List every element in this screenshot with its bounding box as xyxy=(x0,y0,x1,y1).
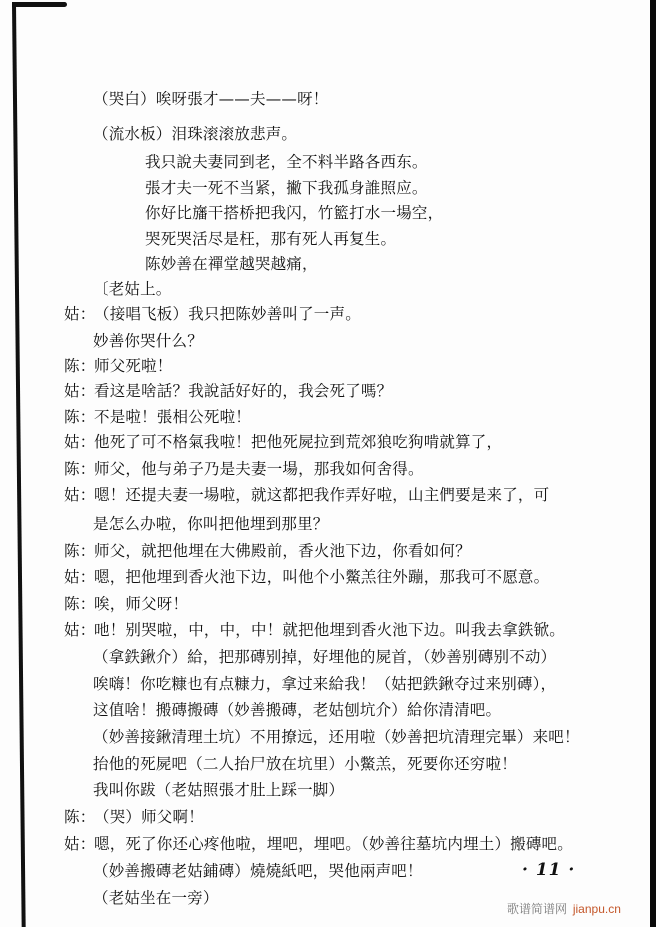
script-line xyxy=(93,780,344,800)
script-line xyxy=(93,727,580,747)
script-line xyxy=(145,152,428,172)
speaker-label: 姑： xyxy=(64,486,96,504)
script-line xyxy=(64,594,188,614)
line-text: （老姑坐在一旁） xyxy=(93,889,219,907)
line-text: 师父死啦！ xyxy=(94,357,173,375)
scan-border-left xyxy=(12,4,26,927)
line-text: （拿鉄鍬介）給，把那磚别掉，好埋他的屍首，（妙善别磚别不动） xyxy=(93,648,557,666)
speaker-label: 姑： xyxy=(64,433,96,451)
script-line xyxy=(145,229,396,249)
speaker-label: 姑： xyxy=(64,835,96,853)
script-line xyxy=(64,567,549,587)
line-text: 唉嗨！你吃糠也有点糠力，拿过来給我！（姑把鉄鍬夺过来别磚）， xyxy=(93,675,557,693)
line-text: 哭死哭活尽是枉，那有死人再复生。 xyxy=(145,230,397,248)
line-text: （妙善接鍬清理土坑）不用撩远，还用啦（妙善把坑清理完畢）来吧！ xyxy=(93,728,580,746)
script-line xyxy=(64,407,251,427)
script-line xyxy=(93,674,556,694)
watermark xyxy=(507,900,621,917)
line-text: 是怎么办啦，你叫把他埋到那里？ xyxy=(93,515,329,533)
script-line xyxy=(64,541,471,561)
line-text: 〔老姑上。 xyxy=(93,280,172,298)
speaker-label: 姑： xyxy=(64,305,96,323)
line-text: （哭）师父啊！ xyxy=(94,808,204,826)
script-line xyxy=(145,254,318,274)
line-text: 嗯！还提夫妻一場啦，就这都把我作弄好啦，山主們要是来了，可 xyxy=(94,486,550,504)
script-line xyxy=(64,381,392,401)
line-text: 我叫你跋（老姑照張才肚上踩一脚） xyxy=(93,781,345,799)
line-text: （哭白）唉呀張才——夫——呀！ xyxy=(93,90,329,108)
script-line xyxy=(93,514,329,534)
line-text: 我只說夫妻同到老，全不料半路各西东。 xyxy=(145,153,428,171)
line-text: 嗯，把他埋到香火池下边，叫他个小鱉羔往外蹦，那我可不愿意。 xyxy=(94,568,550,586)
script-line xyxy=(145,203,443,223)
script-line xyxy=(93,861,423,881)
line-text: 嗯，死了你还心疼他啦，埋吧，埋吧。（妙善往墓坑内埋土）搬磚吧。 xyxy=(94,835,573,853)
line-text: 吔！别哭啦，中，中，中！就把他埋到香火池下边。叫我去拿鉄锨。 xyxy=(94,621,566,639)
watermark-site-name: 歌谱简谱网 xyxy=(507,902,568,916)
line-text: 师父，他与弟子乃是夫妻一場，那我如何舍得。 xyxy=(94,460,424,478)
line-text: 陈妙善在禪堂越哭越痛， xyxy=(145,255,318,273)
script-line xyxy=(64,432,502,452)
script-line xyxy=(64,304,361,324)
speaker-label: 陈： xyxy=(64,808,96,826)
script-line xyxy=(93,279,172,299)
line-text: 这值啥！搬磚搬磚（妙善搬磚，老姑刨坑介）給你清清吧。 xyxy=(93,701,502,719)
script-line xyxy=(93,700,501,720)
script-line xyxy=(64,485,549,505)
speaker-label: 陈： xyxy=(64,542,96,560)
line-text: （流水板）泪珠滚滚放悲声。 xyxy=(93,125,298,143)
line-text: 师父，就把他埋在大佛殿前，香火池下边，你看如何？ xyxy=(94,542,471,560)
line-text: （妙善搬磚老姑鋪磚）燒燒紙吧，哭他兩声吧！ xyxy=(93,862,423,880)
script-line xyxy=(64,620,565,640)
script-line xyxy=(93,124,297,144)
script-line xyxy=(64,834,573,854)
line-text: 他死了可不格氣我啦！把他死屍拉到荒郊狼吃狗啃就算了， xyxy=(94,433,503,451)
speaker-label: 姑： xyxy=(64,621,96,639)
speaker-label: 陈： xyxy=(64,357,96,375)
speaker-label: 陈： xyxy=(64,408,96,426)
scan-border-right xyxy=(650,0,656,927)
page-number: · 11 · xyxy=(522,860,576,880)
speaker-label: 姑： xyxy=(64,382,96,400)
line-text: 妙善你哭什么？ xyxy=(93,332,203,350)
script-line xyxy=(93,888,219,908)
speaker-label: 姑： xyxy=(64,568,96,586)
script-line xyxy=(64,807,204,827)
line-text: 看这是啥話？我說話好好的，我会死了嗎？ xyxy=(94,382,393,400)
line-text: 張才夫一死不当紧，撇下我孤身誰照应。 xyxy=(145,179,428,197)
speaker-label: 陈： xyxy=(64,595,96,613)
line-text: 不是啦！張相公死啦！ xyxy=(94,408,252,426)
line-text: 你好比旛干搭桥把我闪，竹籃打水一場空， xyxy=(145,204,444,222)
scan-border-top xyxy=(12,2,67,7)
script-line xyxy=(93,647,556,667)
script-line xyxy=(93,754,517,774)
line-text: 唉，师父呀！ xyxy=(94,595,189,613)
script-line xyxy=(64,356,173,376)
line-text: 抬他的死屍吧（二人抬尸放在坑里）小鱉羔，死要你还穷啦！ xyxy=(93,755,517,773)
script-line xyxy=(93,331,203,351)
script-line xyxy=(64,459,424,479)
watermark-domain: jianpu.cn xyxy=(572,902,621,916)
speaker-label: 陈： xyxy=(64,460,96,478)
line-text: （接唱飞板）我只把陈妙善叫了一声。 xyxy=(94,305,361,323)
script-line xyxy=(145,178,428,198)
script-line xyxy=(93,89,329,109)
